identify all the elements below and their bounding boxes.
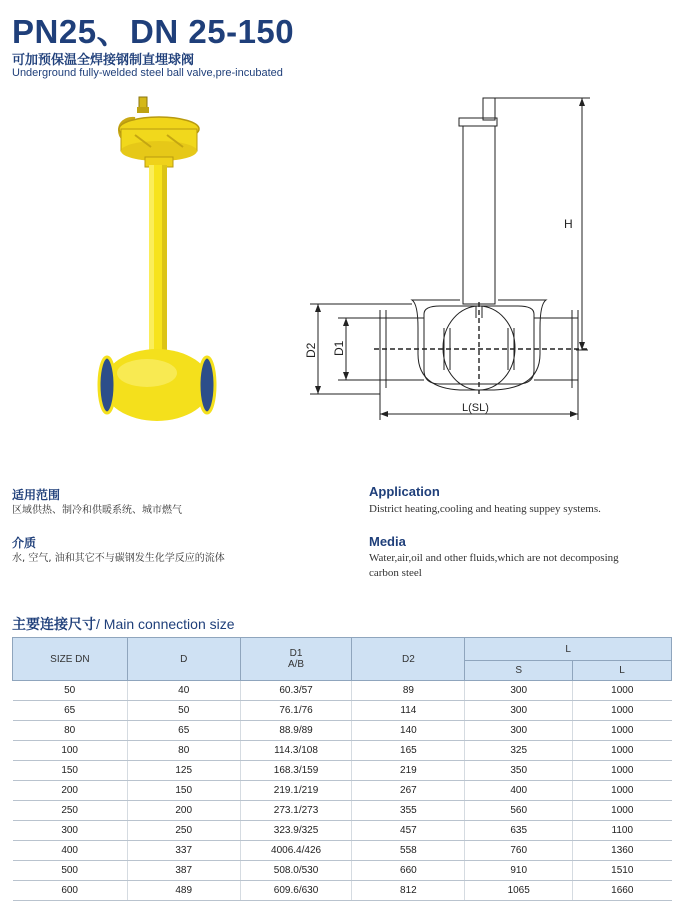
table-cell: 50 (13, 681, 128, 701)
table-cell: 125 (127, 761, 240, 781)
table-cell: 1000 (573, 781, 672, 801)
application-heading-cn: 适用范围 (12, 488, 61, 502)
table-cell: 760 (465, 841, 573, 861)
table-cell: 267 (352, 781, 465, 801)
table-row (13, 881, 672, 901)
table-cell: 76.1/76 (240, 701, 352, 721)
table-cell: 1000 (573, 721, 672, 741)
table-cell: 300 (465, 701, 573, 721)
table-cell: 273.1/273 (240, 801, 352, 821)
table-cell: 219.1/219 (240, 781, 352, 801)
table-cell: 219 (352, 761, 465, 781)
media-heading-cn: 介质 (12, 536, 37, 550)
table-cell: 1065 (465, 881, 573, 901)
table-cell: 508.0/530 (240, 861, 352, 881)
header-d: D (127, 638, 240, 681)
header-size-dn: SIZE DN (13, 638, 128, 681)
table-cell: 1660 (573, 881, 672, 901)
table-cell: 80 (127, 741, 240, 761)
table-cell: 387 (127, 861, 240, 881)
table-cell: 200 (13, 781, 128, 801)
table-cell: 609.6/630 (240, 881, 352, 901)
table-row (13, 861, 672, 881)
subtitle-english: Underground fully-welded steel ball valve,pre-incubated (12, 67, 283, 79)
dimension-label-d1: D1 (332, 340, 346, 356)
subtitle-chinese: 可加预保温全焊接钢制直埋球阀 (12, 53, 195, 68)
table-row (13, 761, 672, 781)
table-cell: 250 (13, 801, 128, 821)
table-cell: 560 (465, 801, 573, 821)
page-title: PN25、DN 25-150 (12, 13, 295, 50)
table-cell: 1000 (573, 801, 672, 821)
header-l-group: L (465, 638, 672, 661)
application-heading-en: Application (369, 484, 440, 499)
table-cell: 1000 (573, 741, 672, 761)
table-cell: 65 (127, 721, 240, 741)
table-cell: 4006.4/426 (240, 841, 352, 861)
table-cell: 635 (465, 821, 573, 841)
table-row (13, 841, 672, 861)
table-cell: 140 (352, 721, 465, 741)
table-row (13, 801, 672, 821)
table-cell: 89 (352, 681, 465, 701)
table-row (13, 681, 672, 701)
table-title-en: / Main connection size (96, 616, 235, 632)
table-cell: 325 (465, 741, 573, 761)
table-cell: 500 (13, 861, 128, 881)
table-cell: 165 (352, 741, 465, 761)
table-cell: 558 (352, 841, 465, 861)
table-cell: 1100 (573, 821, 672, 841)
table-cell: 114.3/108 (240, 741, 352, 761)
table-cell: 400 (465, 781, 573, 801)
media-text-en-line2: carbon steel (369, 567, 422, 579)
table-cell: 400 (13, 841, 128, 861)
table-cell: 337 (127, 841, 240, 861)
table-cell: 65 (13, 701, 128, 721)
table-cell: 1510 (573, 861, 672, 881)
header-l: L (573, 661, 672, 681)
table-row (13, 721, 672, 741)
table-cell: 80 (13, 721, 128, 741)
application-text-en: District heating,cooling and heating suppey systems. (369, 503, 601, 515)
table-row (13, 741, 672, 761)
dimension-label-d2: D2 (304, 342, 318, 358)
header-d2: D2 (352, 638, 465, 681)
table-cell: 457 (352, 821, 465, 841)
table-cell: 323.9/325 (240, 821, 352, 841)
table-cell: 300 (13, 821, 128, 841)
table-cell: 910 (465, 861, 573, 881)
table-cell: 355 (352, 801, 465, 821)
dimension-label-l: L(SL) (462, 402, 489, 414)
table-cell: 1000 (573, 701, 672, 721)
table-cell: 150 (127, 781, 240, 801)
table-row (13, 821, 672, 841)
table-cell: 300 (465, 681, 573, 701)
media-text-cn: 水, 空气, 油和其它不与碳钢发生化学反应的流体 (12, 553, 225, 564)
table-cell: 100 (13, 741, 128, 761)
table-cell: 300 (465, 721, 573, 741)
table-cell: 812 (352, 881, 465, 901)
table-cell: 1000 (573, 761, 672, 781)
table-cell: 168.3/159 (240, 761, 352, 781)
table-row (13, 781, 672, 801)
table-cell: 60.3/57 (240, 681, 352, 701)
table-cell: 150 (13, 761, 128, 781)
table-cell: 660 (352, 861, 465, 881)
table-title (12, 614, 235, 634)
valve-product-image (95, 95, 245, 445)
table-cell: 1000 (573, 681, 672, 701)
table-cell: 250 (127, 821, 240, 841)
table-row (13, 701, 672, 721)
media-heading-en: Media (369, 534, 406, 549)
table-cell: 50 (127, 701, 240, 721)
table-title-cn: 主要连接尺寸 (12, 617, 96, 633)
connection-size-table (12, 637, 672, 901)
table-cell: 350 (465, 761, 573, 781)
header-s: S (465, 661, 573, 681)
table-cell: 88.9/89 (240, 721, 352, 741)
application-text-cn: 区域供热、制冷和供暖系统、城市燃气 (12, 505, 182, 516)
table-cell: 200 (127, 801, 240, 821)
media-text-en-line1: Water,air,oil and other fluids,which are not decomposing (369, 552, 619, 564)
table-cell: 40 (127, 681, 240, 701)
valve-dimension-drawing (300, 92, 600, 427)
table-cell: 114 (352, 701, 465, 721)
table-cell: 489 (127, 881, 240, 901)
header-d1-label: D1 (289, 648, 303, 659)
dimension-label-h: H (564, 217, 573, 231)
header-d1-sub: A/B (287, 659, 305, 670)
header-d1 (240, 638, 352, 681)
table-cell: 1360 (573, 841, 672, 861)
table-cell: 600 (13, 881, 128, 901)
